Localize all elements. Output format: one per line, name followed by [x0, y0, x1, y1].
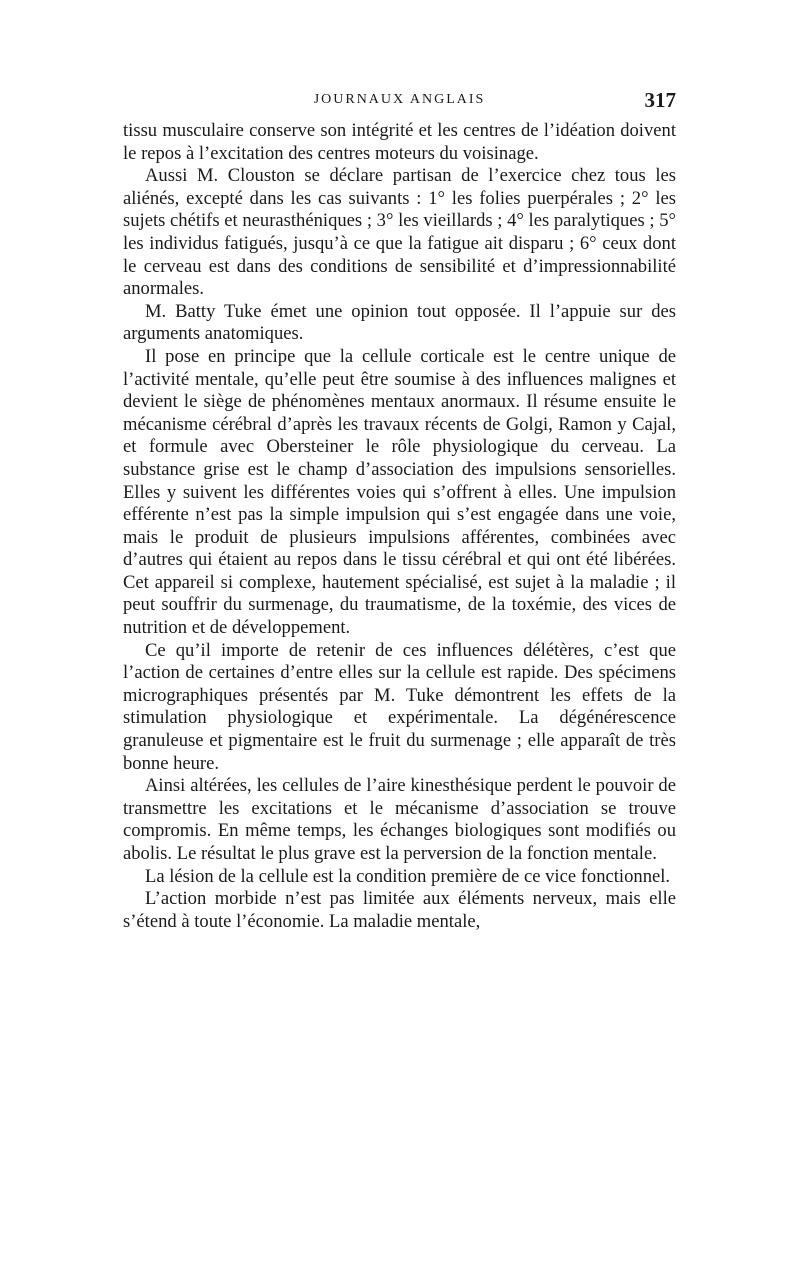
- running-title: JOURNAUX ANGLAIS: [313, 92, 486, 107]
- page-number: 317: [644, 88, 676, 112]
- paragraph: Il pose en principe que la cellule corticale est le centre unique de l’activité mentale, qu’elle peut être soumise à des influences malignes et devient le siège de phénomènes mentaux anormaux. Il résume ensuite le mécanisme cérébral d’après les travaux récents de Golgi, Ramon y Cajal, et formule avec Obersteiner le rôle physiologique du cerveau. La substance grise est le champ d’association des impulsions sensorielles. Elles y suivent les différentes voies qui s’offrent à elles. Une impulsion efférente n’est pas la simple impulsion qui s’est engagée dans une voie, mais le produit de plusieurs impulsions afférentes, combinées avec d’autres qui étaient au repos dans le tissu cérébral et qui ont été libérées. Cet appareil si complexe, hautement spécialisé, est sujet à la maladie ; il peut souffrir du surmenage, du traumatisme, de la toxémie, des vices de nutrition et de développement.: [123, 345, 676, 639]
- paragraph: Ainsi altérées, les cellules de l’aire kinesthésique perdent le pouvoir de transmettre les excitations et le mécanisme d’association se trouve compromis. En même temps, les échanges biologiques sont modifiés ou abolis. Le résultat le plus grave est la perversion de la fonction mentale.: [123, 775, 676, 864]
- paragraph: M. Batty Tuke émet une opinion tout opposée. Il l’appuie sur des arguments anatomiques.: [123, 300, 676, 345]
- body-text: [123, 120, 676, 933]
- paragraph: La lésion de la cellule est la condition première de ce vice fonctionnel.: [145, 865, 671, 887]
- book-page: [123, 86, 676, 933]
- running-head: [123, 86, 676, 120]
- paragraph: Aussi M. Clouston se déclare partisan de l’exercice chez tous les aliénés, excepté dans les cas suivants : 1° les folies puerpérales ; 2° les sujets chétifs et neurasthéniques ; 3° les vieillards ; 4° les paralytiques ; 5° les individus fatigués, jusqu’à ce que la fatigue ait disparu ; 6° ceux dont le cerveau est dans des conditions de sensibilité et d’impressionnabilité anormales.: [123, 165, 676, 300]
- paragraph: tissu musculaire conserve son intégrité et les centres de l’idéation doivent le repos à l’excitation des centres moteurs du voisinage.: [123, 120, 676, 164]
- paragraph: Ce qu’il importe de retenir de ces influences délétères, c’est que l’action de certaines d’entre elles sur la cellule est rapide. Des spécimens micrographiques présentés par M. Tuke démontrent les effets de la stimulation physiologique et expérimentale. La dégénérescence granuleuse et pigmentaire est le fruit du surmenage ; elle apparaît de très bonne heure.: [123, 639, 676, 774]
- paragraph: L’action morbide n’est pas limitée aux éléments nerveux, mais elle s’étend à toute l’économie. La maladie mentale,: [123, 888, 676, 932]
